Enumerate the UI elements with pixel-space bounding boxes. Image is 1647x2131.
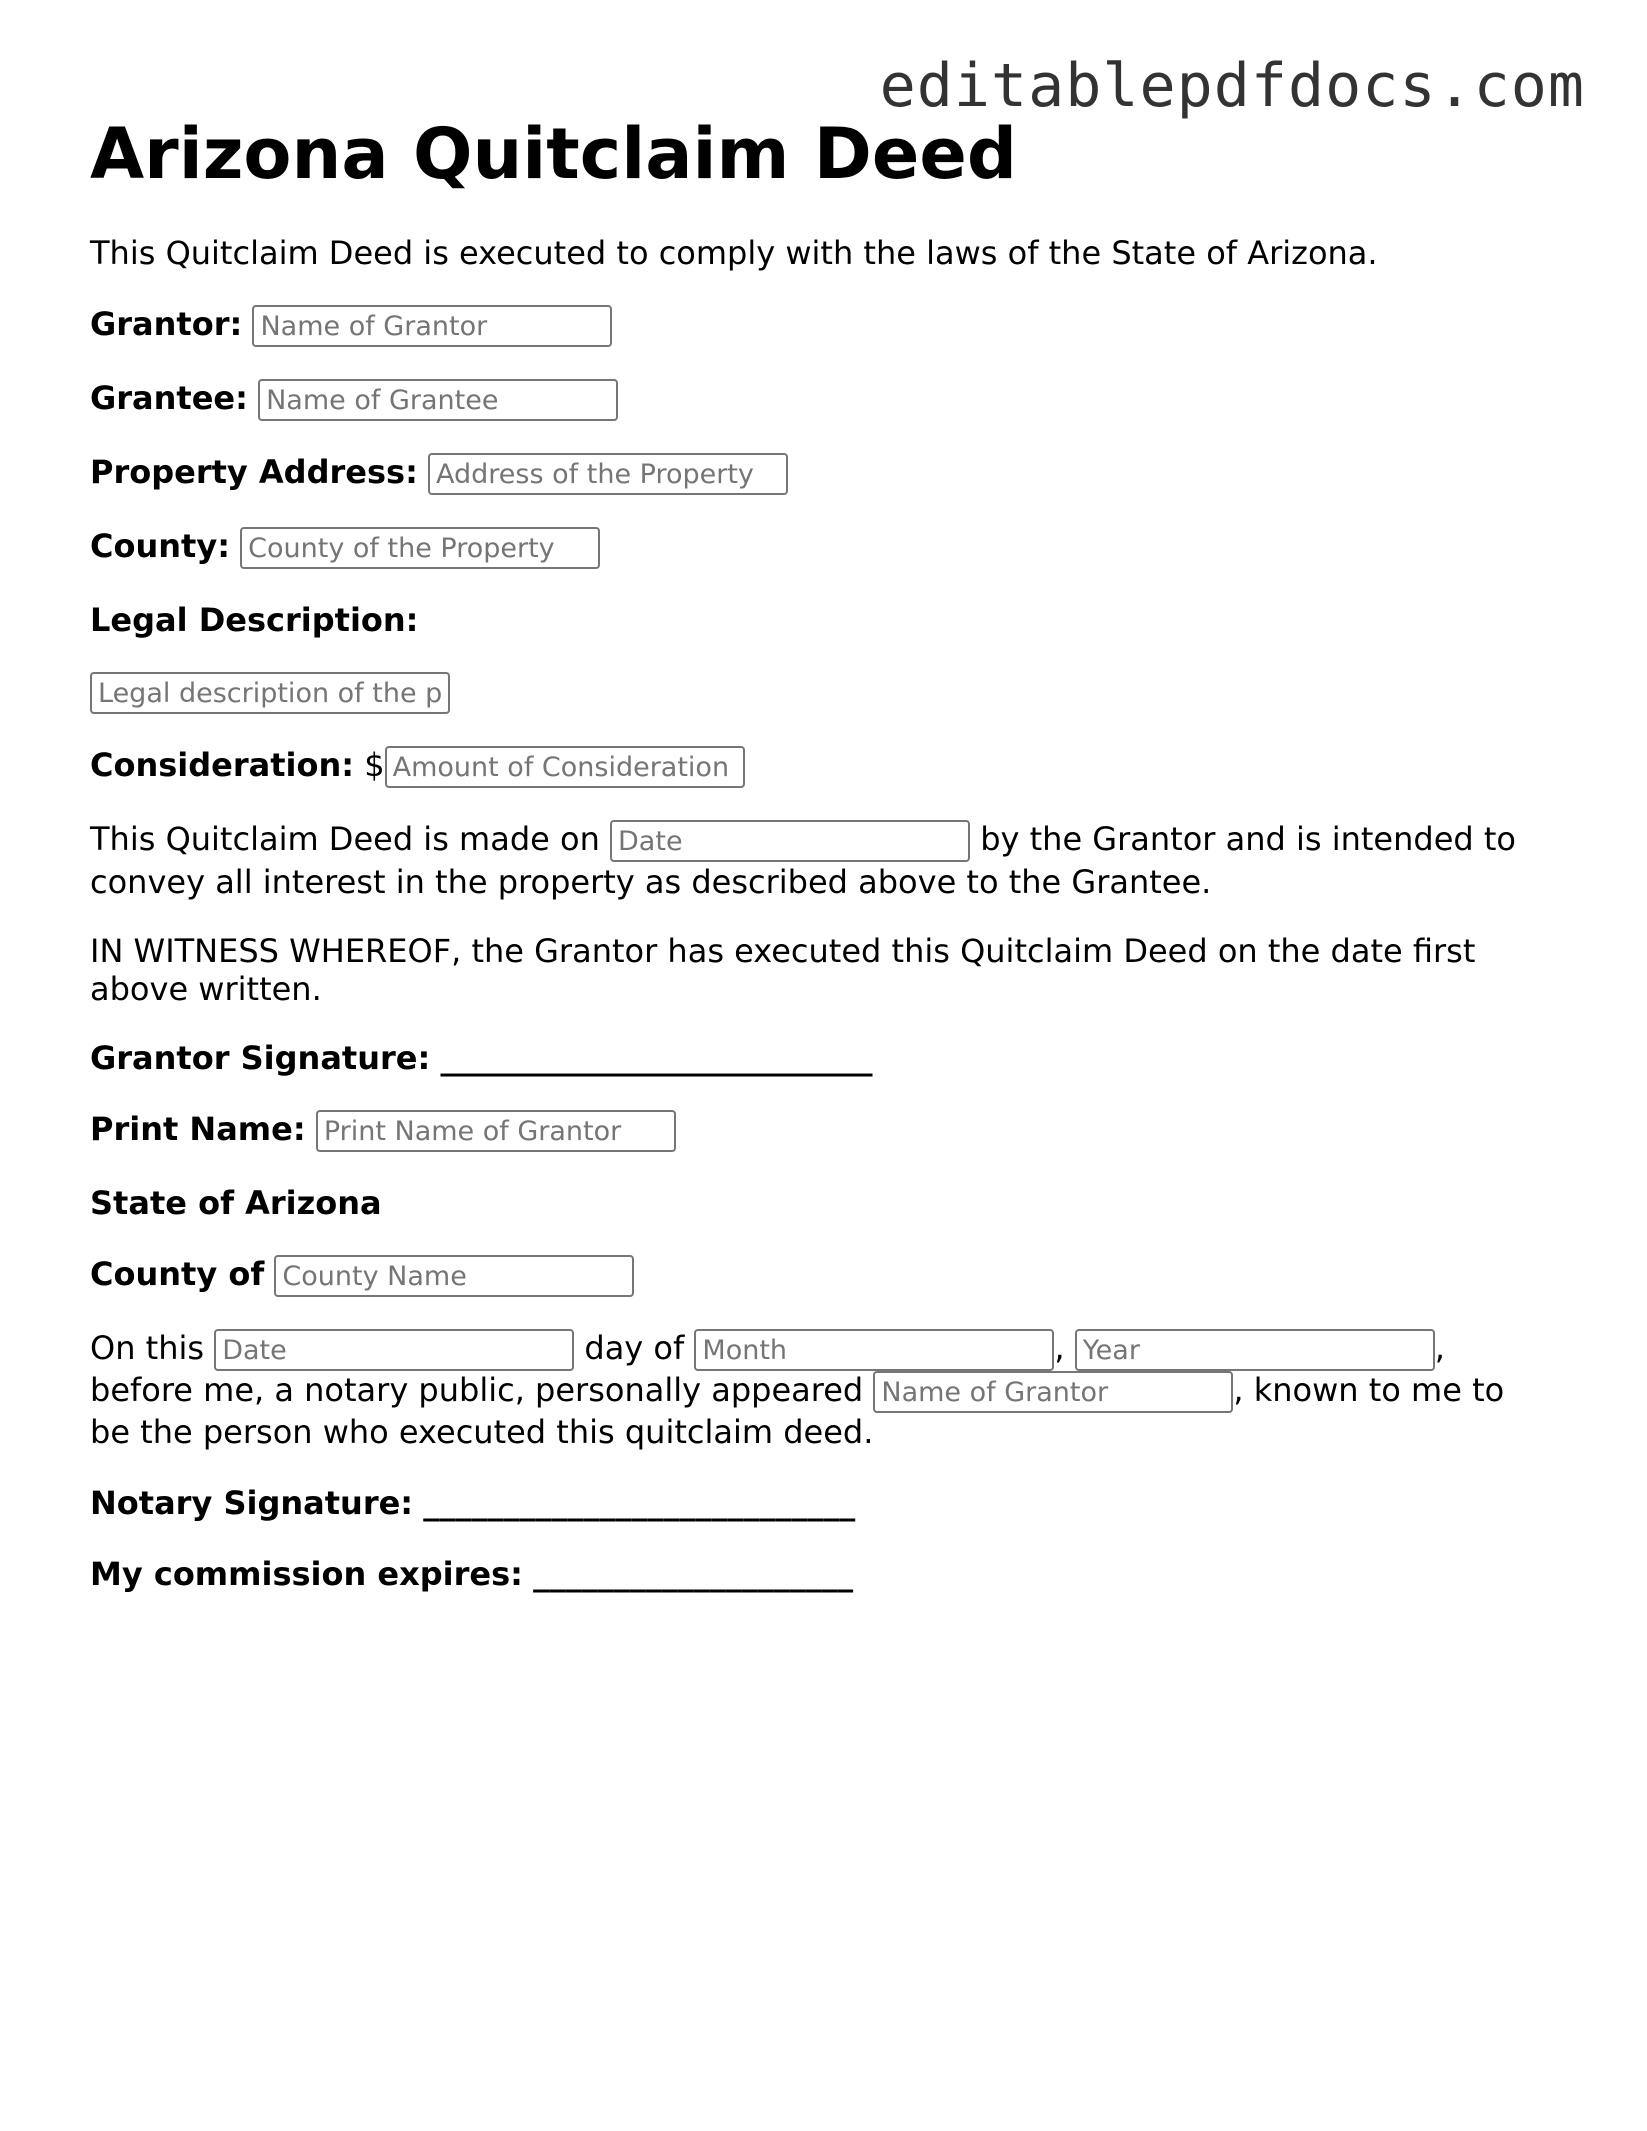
notary-line-1 xyxy=(90,1327,1445,1371)
notary-line-2 xyxy=(90,1369,1504,1413)
grantee-name-field[interactable] xyxy=(258,379,618,421)
notary-year-field[interactable] xyxy=(1075,1329,1435,1371)
made-on-suffix: by the Grantor and is intended to xyxy=(980,820,1516,858)
page-title: Arizona Quitclaim Deed xyxy=(90,113,1017,195)
comma-text: , xyxy=(1054,1329,1065,1367)
deed-document xyxy=(90,112,1560,1593)
state-heading: State of Arizona xyxy=(90,1184,382,1222)
notary-signature-line: ___________________________ xyxy=(423,1484,856,1522)
currency-symbol: $ xyxy=(364,746,385,784)
notary-signature-row xyxy=(90,1482,855,1524)
on-this-text: On this xyxy=(90,1329,205,1367)
consideration-amount-field[interactable] xyxy=(385,746,745,788)
county-label: County: xyxy=(90,527,230,565)
grantor-signature-line: ___________________________ xyxy=(440,1039,873,1077)
consideration-row xyxy=(90,744,745,788)
legal-description-field[interactable] xyxy=(90,672,450,714)
print-name-field[interactable] xyxy=(316,1110,676,1152)
county-row xyxy=(90,525,600,569)
comma-text: , xyxy=(1434,1329,1445,1367)
commission-row xyxy=(90,1553,853,1595)
grantor-name-field[interactable] xyxy=(252,305,612,347)
notary-signature-label: Notary Signature: xyxy=(90,1484,414,1522)
print-name-row xyxy=(90,1108,676,1152)
state-row xyxy=(90,1182,382,1224)
notary-date-field[interactable] xyxy=(214,1329,574,1371)
commission-line: ____________________ xyxy=(533,1555,854,1593)
county-of-row xyxy=(90,1253,634,1297)
grantor-row xyxy=(90,303,612,347)
county-name-field[interactable] xyxy=(274,1255,634,1297)
made-on-line xyxy=(90,818,1516,862)
known-to-me-text: , known to me to xyxy=(1233,1371,1505,1409)
day-of-text: day of xyxy=(584,1329,685,1367)
watermark-text: editablepdfdocs.com xyxy=(879,51,1585,121)
property-address-field[interactable] xyxy=(428,453,788,495)
property-address-row xyxy=(90,451,788,495)
county-field[interactable] xyxy=(240,527,600,569)
notary-month-field[interactable] xyxy=(694,1329,1054,1371)
legal-description-input-row xyxy=(90,670,450,714)
deed-date-field[interactable] xyxy=(610,820,970,862)
grantor-signature-row xyxy=(90,1037,872,1079)
property-address-label: Property Address: xyxy=(90,453,418,491)
commission-label: My commission expires: xyxy=(90,1555,523,1593)
before-me-text: before me, a notary public, personally appeared xyxy=(90,1371,864,1409)
made-on-prefix: This Quitclaim Deed is made on xyxy=(90,820,600,858)
intro-paragraph: This Quitclaim Deed is executed to comply with the laws of the State of Arizona. xyxy=(90,234,1378,272)
grantor-label: Grantor: xyxy=(90,305,243,343)
notary-line-3: be the person who executed this quitclaim deed. xyxy=(90,1413,874,1451)
print-name-label: Print Name: xyxy=(90,1110,306,1148)
consideration-label: Consideration: xyxy=(90,746,355,784)
legal-description-row xyxy=(90,599,418,641)
grantee-row xyxy=(90,377,618,421)
made-on-line-2: convey all interest in the property as described above to the Grantee. xyxy=(90,863,1212,901)
notary-grantor-name-field[interactable] xyxy=(873,1371,1233,1413)
grantee-label: Grantee: xyxy=(90,379,248,417)
witness-line-2: above written. xyxy=(90,970,322,1008)
county-of-label: County of xyxy=(90,1255,265,1293)
witness-line-1: IN WITNESS WHEREOF, the Grantor has executed this Quitclaim Deed on the date first xyxy=(90,932,1476,970)
grantor-signature-label: Grantor Signature: xyxy=(90,1039,431,1077)
legal-description-label: Legal Description: xyxy=(90,601,419,639)
